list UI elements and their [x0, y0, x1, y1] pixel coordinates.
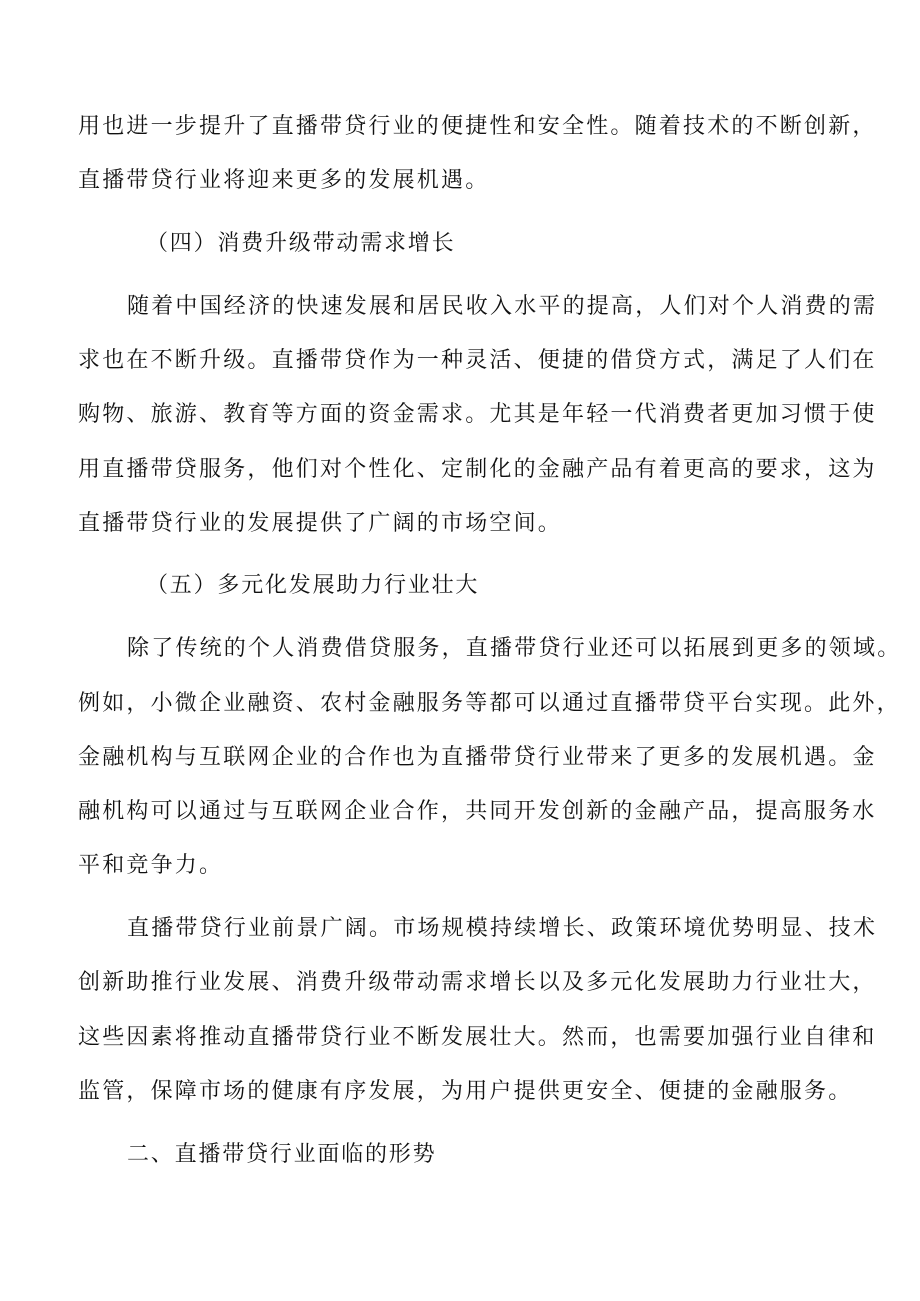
- paragraph-line: 用直播带贷服务，他们对个性化、定制化的金融产品有着更高的要求，这为: [78, 457, 877, 482]
- paragraph-line: 监管，保障市场的健康有序发展，为用户提供更安全、便捷的金融服务。: [78, 1079, 853, 1104]
- paragraph-line: 直播带贷行业前景广阔。市场规模持续增长、政策环境优势明显、技术: [127, 916, 878, 941]
- subsection-heading: （五）多元化发展助力行业壮大: [146, 573, 480, 598]
- paragraph-line: 融机构可以通过与互联网企业合作，共同开发创新的金融产品，提高服务水: [78, 799, 877, 824]
- paragraph-line: 随着中国经济的快速发展和居民收入水平的提高，人们对个人消费的需: [127, 294, 878, 319]
- section-heading: 二、直播带贷行业面临的形势: [127, 1142, 437, 1167]
- paragraph-line: 平和竞争力。: [78, 853, 224, 878]
- paragraph-line: 求也在不断升级。直播带贷作为一种灵活、便捷的借贷方式，满足了人们在: [78, 348, 877, 373]
- paragraph-line: 金融机构与互联网企业的合作也为直播带贷行业带来了更多的发展机遇。金: [78, 745, 877, 770]
- paragraph-line: 这些因素将推动直播带贷行业不断发展壮大。然而，也需要加强行业自律和: [78, 1025, 877, 1050]
- subsection-heading: （四）消费升级带动需求增长: [146, 231, 456, 256]
- paragraph-line: 用也进一步提升了直播带贷行业的便捷性和安全性。随着技术的不断创新，: [78, 114, 877, 139]
- paragraph-line: 例如，小微企业融资、农村金融服务等都可以通过直播带贷平台实现。此外，: [78, 691, 901, 716]
- paragraph-line: 购物、旅游、教育等方面的资金需求。尤其是年轻一代消费者更加习惯于使: [78, 402, 877, 427]
- paragraph-line: 直播带贷行业将迎来更多的发展机遇。: [78, 168, 490, 193]
- paragraph-line: 直播带贷行业的发展提供了广阔的市场空间。: [78, 511, 563, 536]
- paragraph-line: 创新助推行业发展、消费升级带动需求增长以及多元化发展助力行业壮大，: [78, 970, 877, 995]
- paragraph-line: 除了传统的个人消费借贷服务，直播带贷行业还可以拓展到更多的领域。: [127, 636, 902, 661]
